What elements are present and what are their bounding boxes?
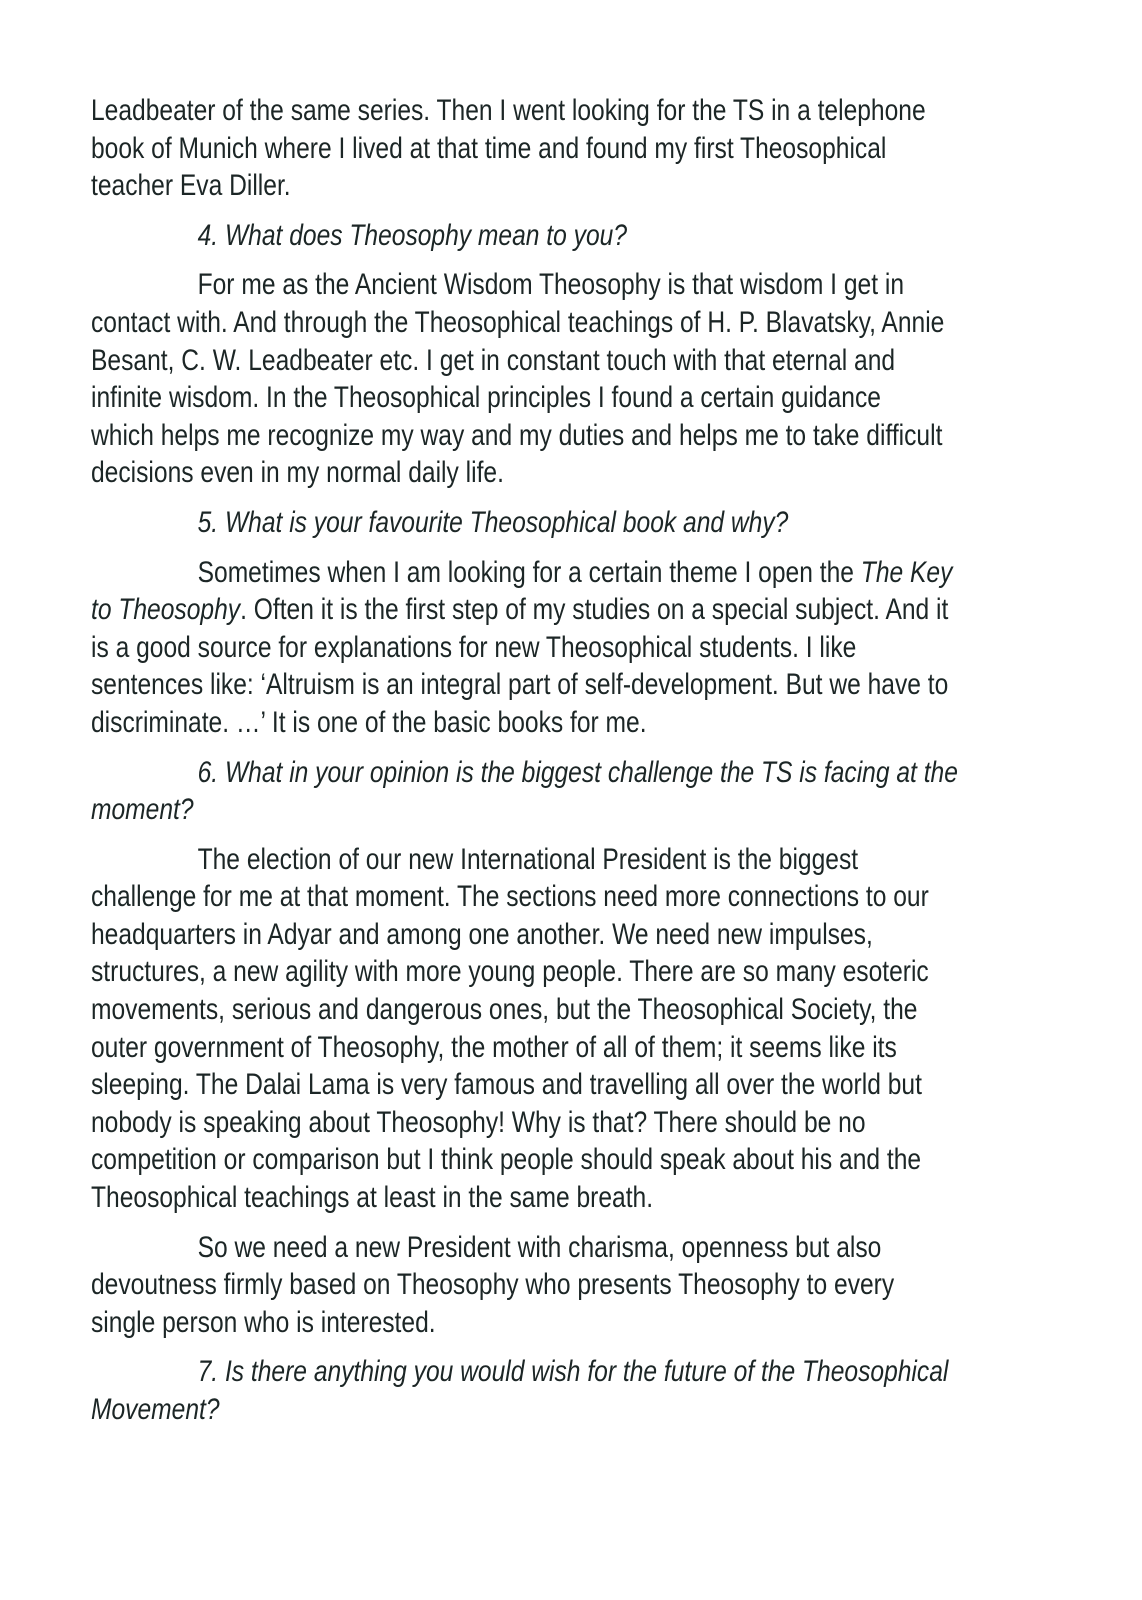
- paragraph: [91, 92, 1142, 205]
- text-line: outer government of Theosophy, the mother of all of them; it seems like its: [91, 1030, 897, 1064]
- text-line: which helps me recognize my way and my duties and helps me to take difficult: [91, 418, 943, 452]
- text-line: infinite wisdom. In the Theosophical principles I found a certain guidance: [91, 381, 881, 415]
- text-line: decisions even in my normal daily life.: [91, 456, 504, 490]
- answer-6-continued: [91, 1229, 1142, 1342]
- text-line: [91, 591, 977, 629]
- text-line: The election of our new International President is the biggest: [197, 842, 859, 876]
- answer-6: [91, 841, 1142, 1217]
- text-line: book of Munich where I lived at that time and found my first Theosophical: [91, 131, 887, 165]
- answer-5: [91, 554, 1142, 742]
- answer-4: [91, 266, 1142, 492]
- text-line: sleeping. The Dalai Lama is very famous and travelling all over the world but: [91, 1068, 922, 1102]
- document-page: [91, 92, 1142, 1429]
- text-line: single person who is interested.: [91, 1305, 436, 1339]
- text-line: Besant, C. W. Leadbeater etc. I get in constant touch with that eternal and: [91, 343, 896, 377]
- question-line: Movement?: [91, 1393, 220, 1426]
- question-line: 5. What is your favourite Theosophical book and why?: [197, 505, 789, 539]
- text-span: . Often it is the first step of my studies on a special subject. And it: [240, 593, 949, 627]
- text-span: Sometimes when I am looking for a certain theme I open the: [197, 555, 861, 589]
- text-line: is a good source for explanations for new Theosophical students. I like: [91, 630, 857, 664]
- text-line: For me as the Ancient Wisdom Theosophy is that wisdom I get in: [197, 268, 905, 302]
- text-line: headquarters in Adyar and among one another. We need new impulses,: [91, 917, 873, 951]
- question-4: [91, 217, 1142, 255]
- question-6: [91, 754, 1142, 829]
- text-line: discriminate. …’ It is one of the basic books for me.: [91, 705, 647, 739]
- text-line: teacher Eva Diller.: [91, 169, 291, 203]
- question-7: [91, 1353, 1142, 1428]
- text-line: structures, a new agility with more young people. There are so many esoteric: [91, 955, 929, 989]
- text-line: challenge for me at that moment. The sections need more connections to our: [91, 880, 929, 914]
- text-line: So we need a new President with charisma, openness but also: [197, 1230, 882, 1264]
- question-line: moment?: [91, 793, 194, 827]
- question-line: 4. What does Theosophy mean to you?: [197, 218, 627, 252]
- question-line: 7. Is there anything you would wish for the future of the Theosophical: [197, 1355, 949, 1389]
- text-line: Leadbeater of the same series. Then I went looking for the TS in a telephone: [91, 94, 926, 127]
- question-5: [91, 504, 1142, 542]
- text-line: competition or comparison but I think people should speak about his and the: [91, 1143, 922, 1177]
- question-line: 6. What in your opinion is the biggest challenge the TS is facing at the: [197, 755, 958, 789]
- text-line: Theosophical teachings at least in the same breath.: [91, 1181, 654, 1215]
- text-line: movements, serious and dangerous ones, but the Theosophical Society, the: [91, 993, 918, 1027]
- text-line: devoutness firmly based on Theosophy who presents Theosophy to every: [91, 1268, 895, 1302]
- text-line: [91, 554, 977, 592]
- book-title: to Theosophy: [91, 593, 241, 627]
- book-title: The Key: [860, 555, 953, 589]
- text-line: contact with. And through the Theosophical teachings of H. P. Blavatsky, Annie: [91, 305, 945, 339]
- text-line: sentences like: ‘Altruism is an integral part of self-development. But we have to: [91, 668, 949, 702]
- text-line: nobody is speaking about Theosophy! Why is that? There should be no: [91, 1105, 866, 1139]
